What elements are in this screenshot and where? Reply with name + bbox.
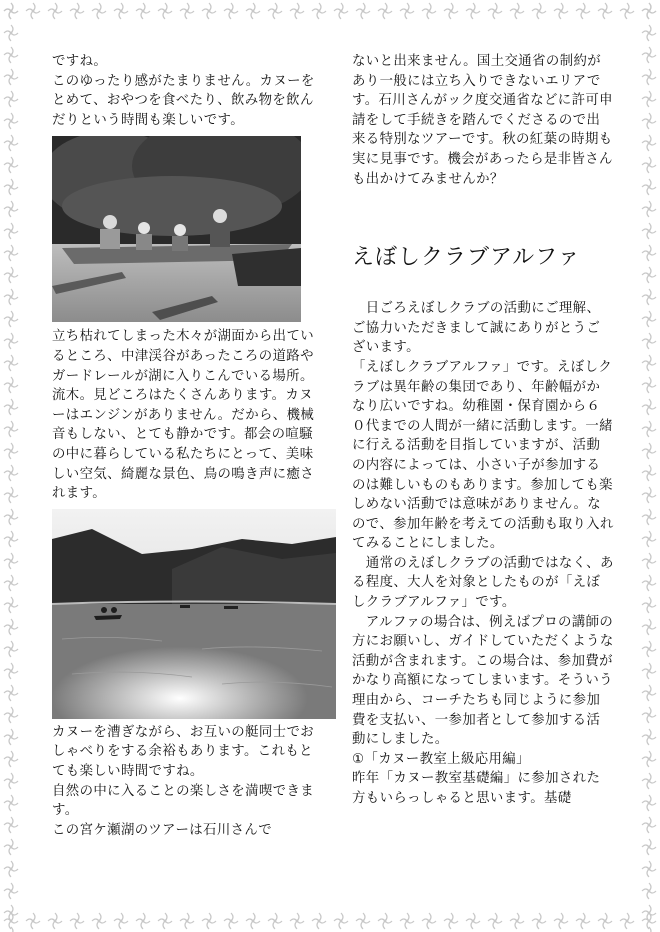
- left-intro-text: ですね。 このゆったり感がたまりません。カヌーをとめて、おやつを食べたり、飲み物を飲んだりという時間も楽しいです。: [52, 54, 315, 128]
- decorative-border-left: [0, 0, 22, 932]
- section-title: えぼしクラブアルファ: [352, 245, 581, 271]
- left-lake-description: 立ち枯れてしまった木々が湖面から出ているところ、中津渓谷があったころの道路やガードレールが湖に入りこんでいる場所。流木。見どころはたくさんあります。カヌーはエンジンがありません。だから、機械音もしない、とても静かです。都会の喧騒の中に暮らしている私たちにとって、美味しい空気、綺麗な景色、鳥の鳴き声に癒されます。: [52, 329, 315, 502]
- section-paragraph-2: 通常のえぼしクラブの活動ではなく、ある程度、大人を対象としたものが「えぼしクラブアルファ」です。: [352, 555, 614, 611]
- right-intro-text: ないと出来ません。国土交通省の制約があり一般には立ち入りできないエリアです。石川さんがック度交通省などに許可申請をして手続きを踏んでくださるので出来る特別なツアーです。秋の紅葉の時期も実に見事です。機会があったら是非皆さんも出かけてみませんか？: [352, 54, 613, 187]
- section-paragraph-3: アルファの場合は、例えばプロの講師の方にお願いし、ガイドしていただくような活動が含まれます。この場合は、参加費がかなり高額になってしまいます。そういう理由から、コーチたちも同じように参加費を支払い、一参加者として参加する活動にしました。 ①「カヌー教室上級応用編」 昨年「カヌー教室基礎編」に参加された方もいらっしゃると思います。基礎: [352, 614, 614, 806]
- canoe-group-photo: [52, 136, 301, 322]
- lake-sunlight-photo-image: [52, 509, 336, 719]
- lake-sunlight-photo: [52, 509, 336, 719]
- section-paragraph-1: 日ごろえぼしクラブの活動にご理解、ご協力いただきまして誠にありがとうございます。 「えぼしクラブアルファ」です。えぼしクラブは異年齢の集団であり、年齢幅がかなり広いですね。幼稚園・保育園から６０代までの人間が一緒に活動します。一緒に行える活動を目指していますが、活動の内容によっては、小さい子が参加するのは難しいものもあります。参加しても楽しめない活動では意味がありません。なので、参加年齢を考えての活動も取り入れてみることにしました。: [352, 301, 614, 552]
- left-column: [52, 52, 318, 840]
- decorative-border-bottom: [0, 910, 660, 932]
- decorative-border-top: [0, 0, 660, 22]
- canoe-group-photo-image: [52, 136, 301, 322]
- right-column: [352, 52, 614, 809]
- decorative-border-right: [638, 0, 660, 932]
- left-conversation-text: カヌーを漕ぎながら、お互いの艇同士でおしゃべりをする余裕もあります。これもとても楽しい時間ですね。 自然の中に入ることの楽しさを満喫できます。 この宮ケ瀬湖のツアーは石川さんで: [52, 724, 315, 838]
